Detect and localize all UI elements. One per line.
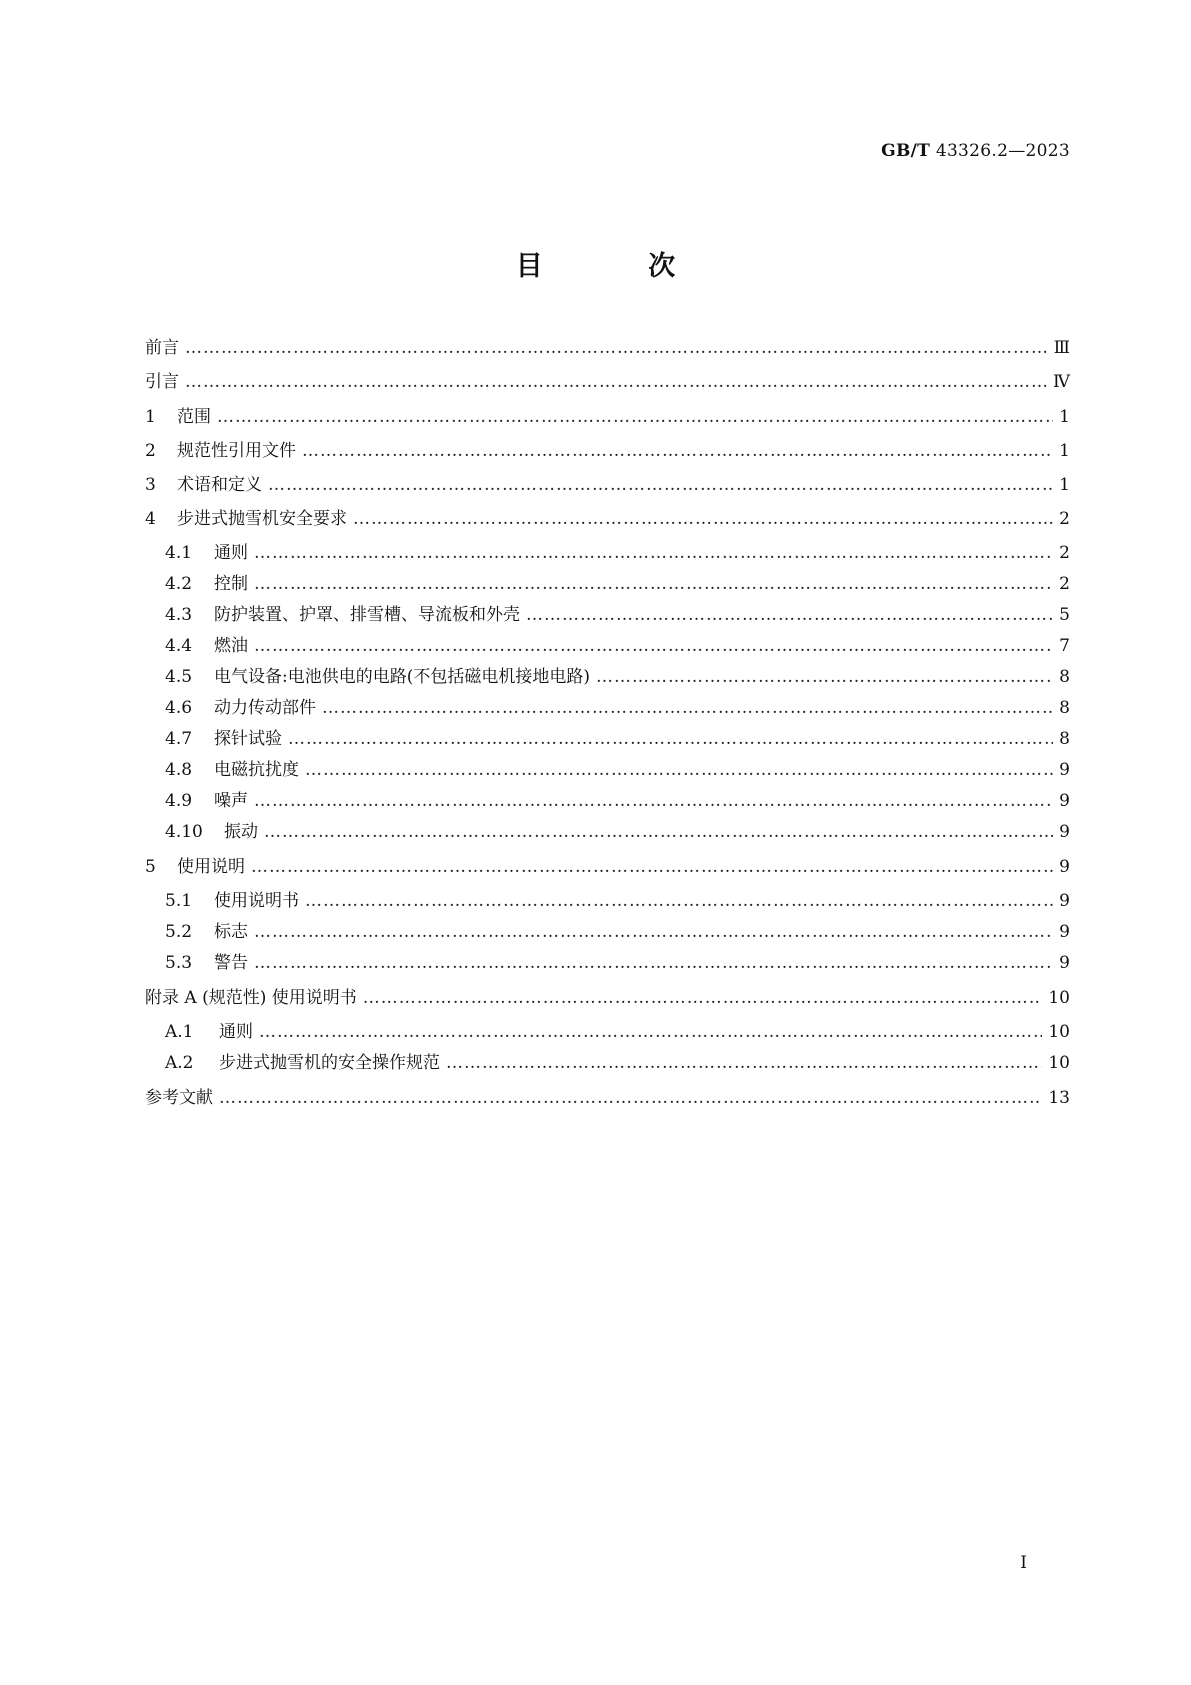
- toc-number: 3: [145, 475, 156, 495]
- toc-page: 2: [1059, 509, 1070, 529]
- toc-entry-5-2[interactable]: [145, 922, 1070, 943]
- page-number: Ⅰ: [1020, 1553, 1027, 1573]
- table-of-contents: [145, 338, 1070, 1109]
- standard-prefix: GB/T: [881, 141, 931, 161]
- toc-label: 电气设备:电池供电的电路(不包括磁电机接地电路): [214, 667, 590, 687]
- toc-leader: [596, 667, 1053, 688]
- toc-entry-4-8[interactable]: [145, 760, 1070, 781]
- toc-page: Ⅲ: [1053, 338, 1070, 358]
- toc-number: 4.8: [165, 760, 193, 780]
- toc-entry-3[interactable]: [145, 475, 1070, 496]
- toc-leader: [254, 953, 1053, 974]
- toc-page: 9: [1059, 822, 1070, 842]
- toc-leader: [353, 509, 1053, 530]
- toc-page: 8: [1059, 698, 1070, 718]
- toc-label: 防护装置、护罩、排雪槽、导流板和外壳: [214, 605, 520, 625]
- toc-leader: [185, 372, 1047, 393]
- toc-page: 2: [1059, 543, 1070, 563]
- toc-leader: [446, 1053, 1042, 1074]
- toc-page: 8: [1059, 729, 1070, 749]
- toc-page: 10: [1048, 988, 1070, 1008]
- toc-page: 9: [1059, 922, 1070, 942]
- toc-page: 9: [1059, 791, 1070, 811]
- toc-number: 4.9: [165, 791, 193, 811]
- toc-entry-4-1[interactable]: [145, 543, 1070, 564]
- toc-entry-bibliography[interactable]: [145, 1088, 1070, 1109]
- toc-entry-5-3[interactable]: [145, 953, 1070, 974]
- toc-leader: [259, 1022, 1042, 1043]
- toc-leader: [288, 729, 1053, 750]
- toc-label: 步进式抛雪机的安全操作规范: [219, 1053, 440, 1073]
- toc-entry-2[interactable]: [145, 441, 1070, 462]
- standard-code: 43326.2—2023: [935, 141, 1070, 161]
- toc-leader: [305, 760, 1053, 781]
- toc-page: 1: [1059, 407, 1070, 427]
- toc-entry-4-6[interactable]: [145, 698, 1070, 719]
- toc-label: 使用说明书: [214, 891, 299, 911]
- toc-label: 通则: [214, 543, 248, 563]
- toc-entry-5[interactable]: [145, 857, 1070, 878]
- toc-page: 9: [1059, 760, 1070, 780]
- toc-entry-a-1[interactable]: [145, 1022, 1070, 1043]
- toc-page: 10: [1048, 1022, 1070, 1042]
- toc-label: 噪声: [214, 791, 248, 811]
- toc-number: 4.4: [165, 636, 193, 656]
- toc-number: 2: [145, 441, 156, 461]
- toc-page: 8: [1059, 667, 1070, 687]
- toc-entry-4-4[interactable]: [145, 636, 1070, 657]
- toc-leader: [219, 1088, 1042, 1109]
- toc-leader: [217, 407, 1053, 428]
- toc-page: 5: [1059, 605, 1070, 625]
- standard-number: [881, 141, 1070, 161]
- toc-leader: [305, 891, 1053, 912]
- toc-number: 4.5: [165, 667, 193, 687]
- toc-label: 燃油: [214, 636, 248, 656]
- toc-page: Ⅳ: [1053, 372, 1070, 392]
- toc-leader: [254, 543, 1053, 564]
- toc-label: 标志: [214, 922, 248, 942]
- toc-label: 探针试验: [214, 729, 282, 749]
- toc-label: 前言: [145, 338, 179, 358]
- toc-label: 引言: [145, 372, 179, 392]
- toc-leader: [264, 822, 1053, 843]
- toc-number: A.1: [165, 1022, 194, 1042]
- toc-number: 5.2: [165, 922, 193, 942]
- toc-leader: [254, 636, 1053, 657]
- toc-page: 13: [1048, 1088, 1070, 1108]
- toc-leader: [322, 698, 1053, 719]
- toc-label: 附录 A (规范性) 使用说明书: [145, 988, 357, 1008]
- toc-page: 1: [1059, 475, 1070, 495]
- toc-page: 9: [1059, 953, 1070, 973]
- toc-entry-4-9[interactable]: [145, 791, 1070, 812]
- toc-entry-4[interactable]: [145, 509, 1070, 530]
- toc-label: 术语和定义: [177, 475, 262, 495]
- toc-number: 5: [145, 857, 156, 877]
- toc-leader: [268, 475, 1053, 496]
- toc-label: 动力传动部件: [214, 698, 316, 718]
- toc-entry-introduction[interactable]: [145, 372, 1070, 393]
- toc-number: 5.3: [165, 953, 193, 973]
- toc-entry-4-3[interactable]: [145, 605, 1070, 626]
- toc-label: 警告: [214, 953, 248, 973]
- toc-label: 步进式抛雪机安全要求: [177, 509, 347, 529]
- toc-page: 1: [1059, 441, 1070, 461]
- toc-entry-4-10[interactable]: [145, 822, 1070, 843]
- page-title: 目 次: [515, 251, 724, 282]
- toc-leader: [254, 922, 1053, 943]
- toc-number: 4.7: [165, 729, 193, 749]
- toc-label: 振动: [224, 822, 258, 842]
- toc-page: 10: [1048, 1053, 1070, 1073]
- toc-leader: [302, 441, 1053, 462]
- toc-leader: [254, 574, 1053, 595]
- toc-page: 9: [1059, 857, 1070, 877]
- toc-entry-4-2[interactable]: [145, 574, 1070, 595]
- toc-leader: [251, 857, 1053, 878]
- toc-label: 规范性引用文件: [177, 441, 296, 461]
- toc-entry-4-5[interactable]: [145, 667, 1070, 688]
- toc-label: 范围: [177, 407, 211, 427]
- toc-label: 使用说明: [177, 857, 245, 877]
- toc-page: 7: [1059, 636, 1070, 656]
- toc-label: 控制: [214, 574, 248, 594]
- toc-number: 4.6: [165, 698, 193, 718]
- toc-entry-foreword[interactable]: [145, 338, 1070, 359]
- toc-number: 4.3: [165, 605, 193, 625]
- toc-entry-5-1[interactable]: [145, 891, 1070, 912]
- toc-page: 2: [1059, 574, 1070, 594]
- toc-label: 通则: [219, 1022, 253, 1042]
- toc-number: 1: [145, 407, 156, 427]
- toc-leader: [254, 791, 1053, 812]
- toc-page: 9: [1059, 891, 1070, 911]
- toc-leader: [185, 338, 1048, 359]
- toc-leader: [363, 988, 1043, 1009]
- toc-number: 4: [145, 509, 156, 529]
- toc-entry-a-2[interactable]: [145, 1053, 1070, 1074]
- toc-leader: [526, 605, 1053, 626]
- toc-entry-1[interactable]: [145, 407, 1070, 428]
- toc-number: 4.10: [165, 822, 203, 842]
- toc-number: 4.2: [165, 574, 193, 594]
- toc-number: 4.1: [165, 543, 193, 563]
- toc-number: 5.1: [165, 891, 193, 911]
- toc-label: 电磁抗扰度: [214, 760, 299, 780]
- toc-number: A.2: [165, 1053, 194, 1073]
- toc-entry-appendix-a[interactable]: [145, 988, 1070, 1009]
- toc-entry-4-7[interactable]: [145, 729, 1070, 750]
- toc-label: 参考文献: [145, 1088, 213, 1108]
